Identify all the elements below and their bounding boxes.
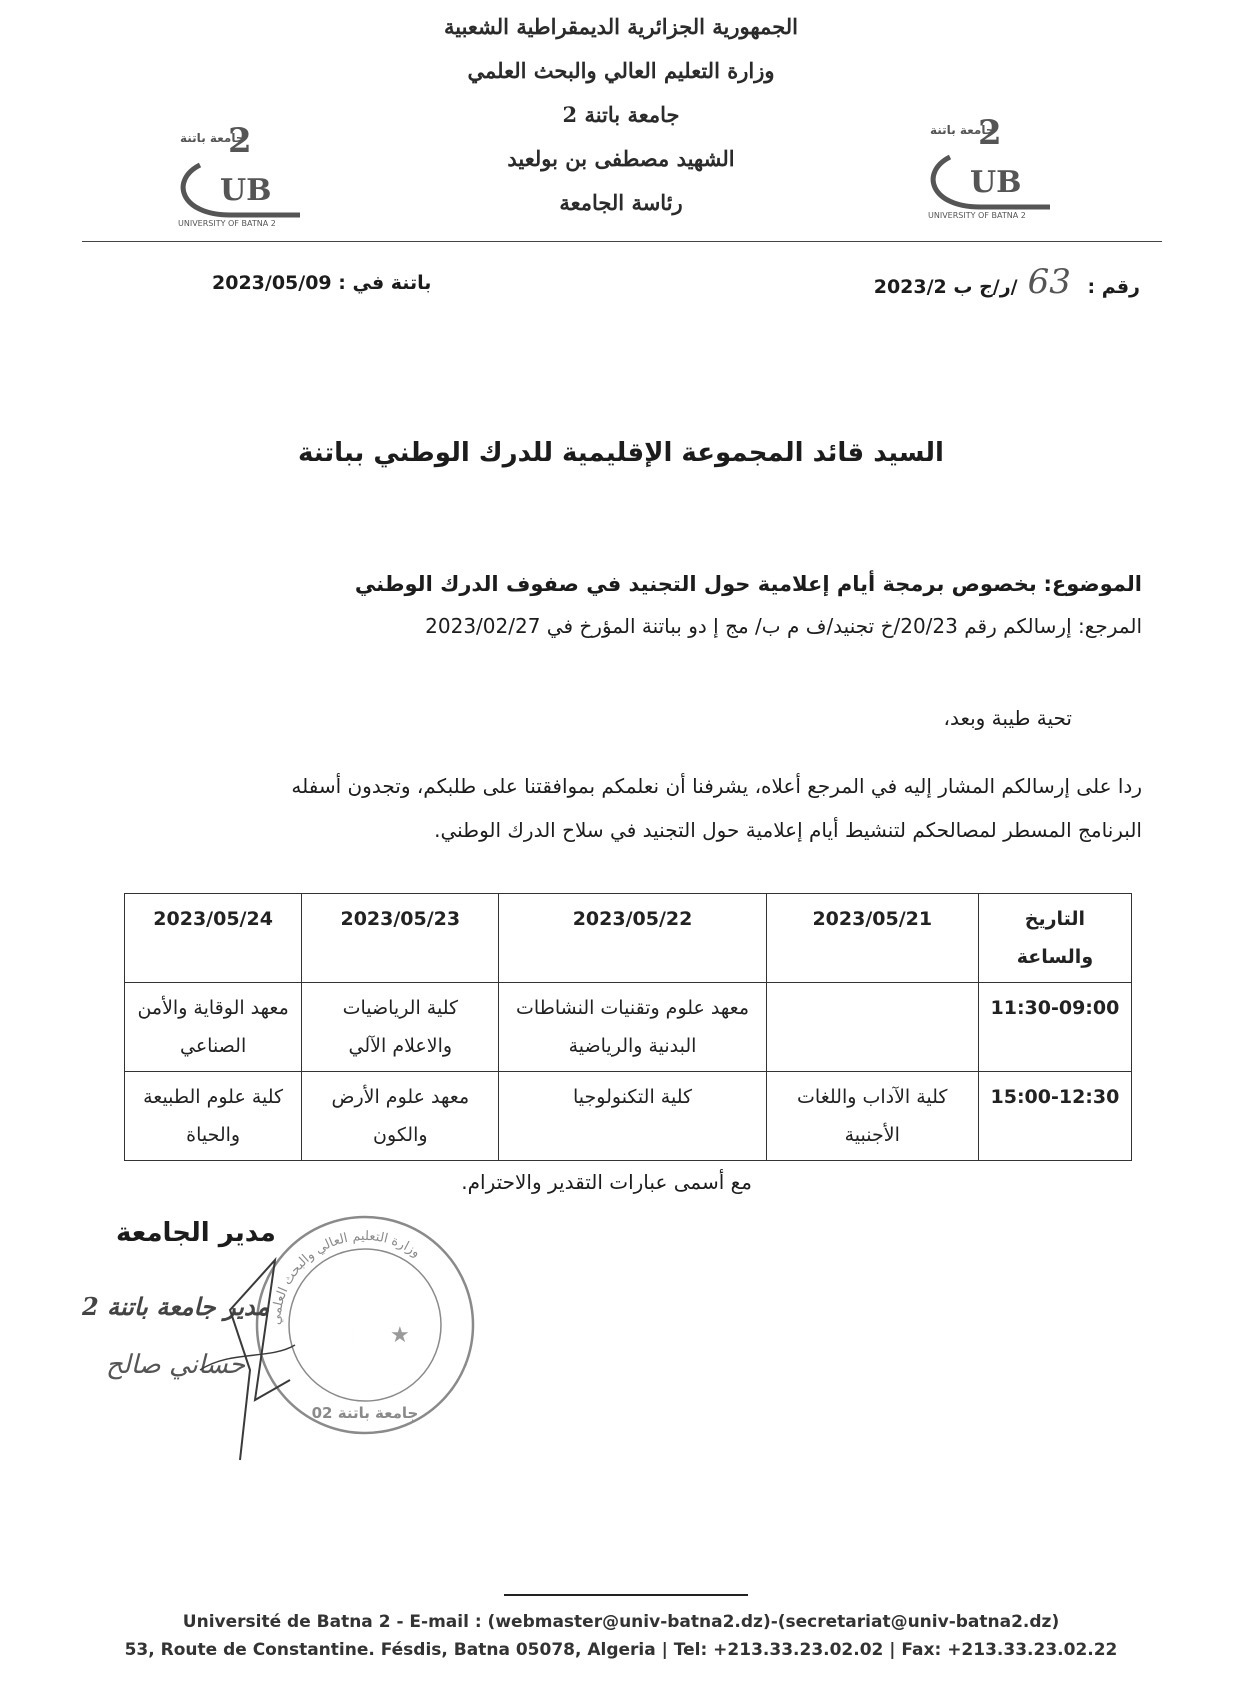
header-university: جامعة باتنة 2 xyxy=(562,102,680,127)
subject-label: الموضوع: xyxy=(1043,572,1142,596)
header-martyr: الشهيد مصطفى بن بولعيد xyxy=(507,146,735,171)
table-cell: معهد علوم الأرض والكون xyxy=(302,1072,499,1161)
crescent-icon xyxy=(352,1308,378,1360)
star-icon: ★ xyxy=(390,1323,410,1348)
table-cell: كلية الآداب واللغات الأجنبية xyxy=(766,1072,978,1161)
logo-right-english: UNIVERSITY OF BATNA 2 xyxy=(928,211,1026,220)
reference-label: رقم : xyxy=(1087,276,1140,298)
signature-block xyxy=(80,1210,500,1470)
header-presidency: رئاسة الجامعة xyxy=(559,190,683,215)
table-row xyxy=(125,983,1132,1072)
reference-number-line xyxy=(874,262,1140,302)
closing: مع أسمى عبارات التقدير والاحترام. xyxy=(461,1170,752,1194)
greeting: تحية طيبة وبعد، xyxy=(943,706,1072,730)
table-cell xyxy=(766,983,978,1072)
table-cell: كلية علوم الطبيعة والحياة xyxy=(125,1072,302,1161)
logo-left-digit: 2 xyxy=(228,121,252,161)
logo-left-arabic-name: جامعة باتنة xyxy=(180,131,245,145)
body-line-2: البرنامج المسطر لمصالحكم لتنشيط أيام إعلامية حول التجنيد في سلاح الدرك الوطني. xyxy=(434,818,1142,842)
signature-title: مدير الجامعة xyxy=(116,1218,276,1248)
logo-right-arabic-name: جامعة باتنة xyxy=(930,123,995,137)
footer-email-line: Université de Batna 2 - E-mail : (webmaster@univ-batna2.dz)-(secretariat@univ-batna2.dz) xyxy=(182,1612,1060,1632)
handwritten-signature xyxy=(180,1250,300,1470)
signature-stamp-text: مدير جامعة باتنة 2 xyxy=(82,1292,270,1321)
table-cell: كلية التكنولوجيا xyxy=(499,1072,766,1161)
signer-name: حساني صالح xyxy=(106,1350,246,1380)
table-cell: معهد الوقاية والأمن الصناعي xyxy=(125,983,302,1072)
reference-handwritten-number: 63 xyxy=(1027,262,1071,302)
place-date: باتنة في : 2023/05/09 xyxy=(212,272,432,294)
reference-ref-label: المرجع: xyxy=(1078,614,1142,638)
footer-divider xyxy=(504,1594,748,1596)
header-republic: الجمهورية الجزائرية الديمقراطية الشعبية xyxy=(443,14,798,39)
header-day-4: 2023/05/24 xyxy=(125,894,302,983)
reference-suffix: /ر/ج ب 2023/2 xyxy=(873,276,1018,298)
seal-ring-text: وزارة التعليم العالي والبحث العلمي xyxy=(268,1228,424,1326)
seal-bottom-text: جامعة باتنة 02 xyxy=(311,1404,419,1422)
logo-right-digit: 2 xyxy=(978,113,1002,153)
footer-address-line: 53, Route de Constantine. Fésdis, Batna 05078, Algeria | Tel: +213.33.23.02.02 | Fax: +213.33.23.02.22 xyxy=(124,1640,1118,1660)
table-cell: كلية الرياضيات والاعلام الآلي xyxy=(302,983,499,1072)
reference-ref-text: إرسالكم رقم 20/23/خ تجنيد/ف م ب/ مج إ دو بباتنة المؤرخ في 2023/02/27 xyxy=(425,614,1072,638)
header-day-2: 2023/05/22 xyxy=(499,894,766,983)
logo-left-letters: UB xyxy=(220,173,272,208)
addressee: السيد قائد المجموعة الإقليمية للدرك الوطني بباتنة xyxy=(298,438,944,468)
subject-line xyxy=(355,572,1142,596)
schedule-header-row xyxy=(125,894,1132,983)
logo-right-letters: UB xyxy=(970,165,1022,200)
schedule-table xyxy=(124,893,1132,1161)
header-day-3: 2023/05/23 xyxy=(302,894,499,983)
table-cell: معهد علوم وتقنيات النشاطات البدنية والرياضية xyxy=(499,983,766,1072)
header-date-time: التاريخ والساعة xyxy=(978,894,1131,983)
header-day-1: 2023/05/21 xyxy=(766,894,978,983)
body-line-1: ردا على إرسالكم المشار إليه في المرجع أعلاه، يشرفنا أن نعلمكم بموافقتنا على طلبكم، وتجدون أسفله xyxy=(291,774,1142,798)
reference-line xyxy=(425,614,1142,638)
university-logo-right xyxy=(910,112,1080,222)
subject-text: بخصوص برمجة أيام إعلامية حول التجنيد في صفوف الدرك الوطني xyxy=(354,572,1037,596)
header-divider xyxy=(82,241,1162,242)
table-row xyxy=(125,1072,1132,1161)
header-ministry: وزارة التعليم العالي والبحث العلمي xyxy=(467,58,775,83)
time-slot: 15:00-12:30 xyxy=(978,1072,1131,1161)
logo-left-english: UNIVERSITY OF BATNA 2 xyxy=(178,219,276,228)
university-logo-left xyxy=(160,120,330,230)
time-slot: 11:30-09:00 xyxy=(978,983,1131,1072)
